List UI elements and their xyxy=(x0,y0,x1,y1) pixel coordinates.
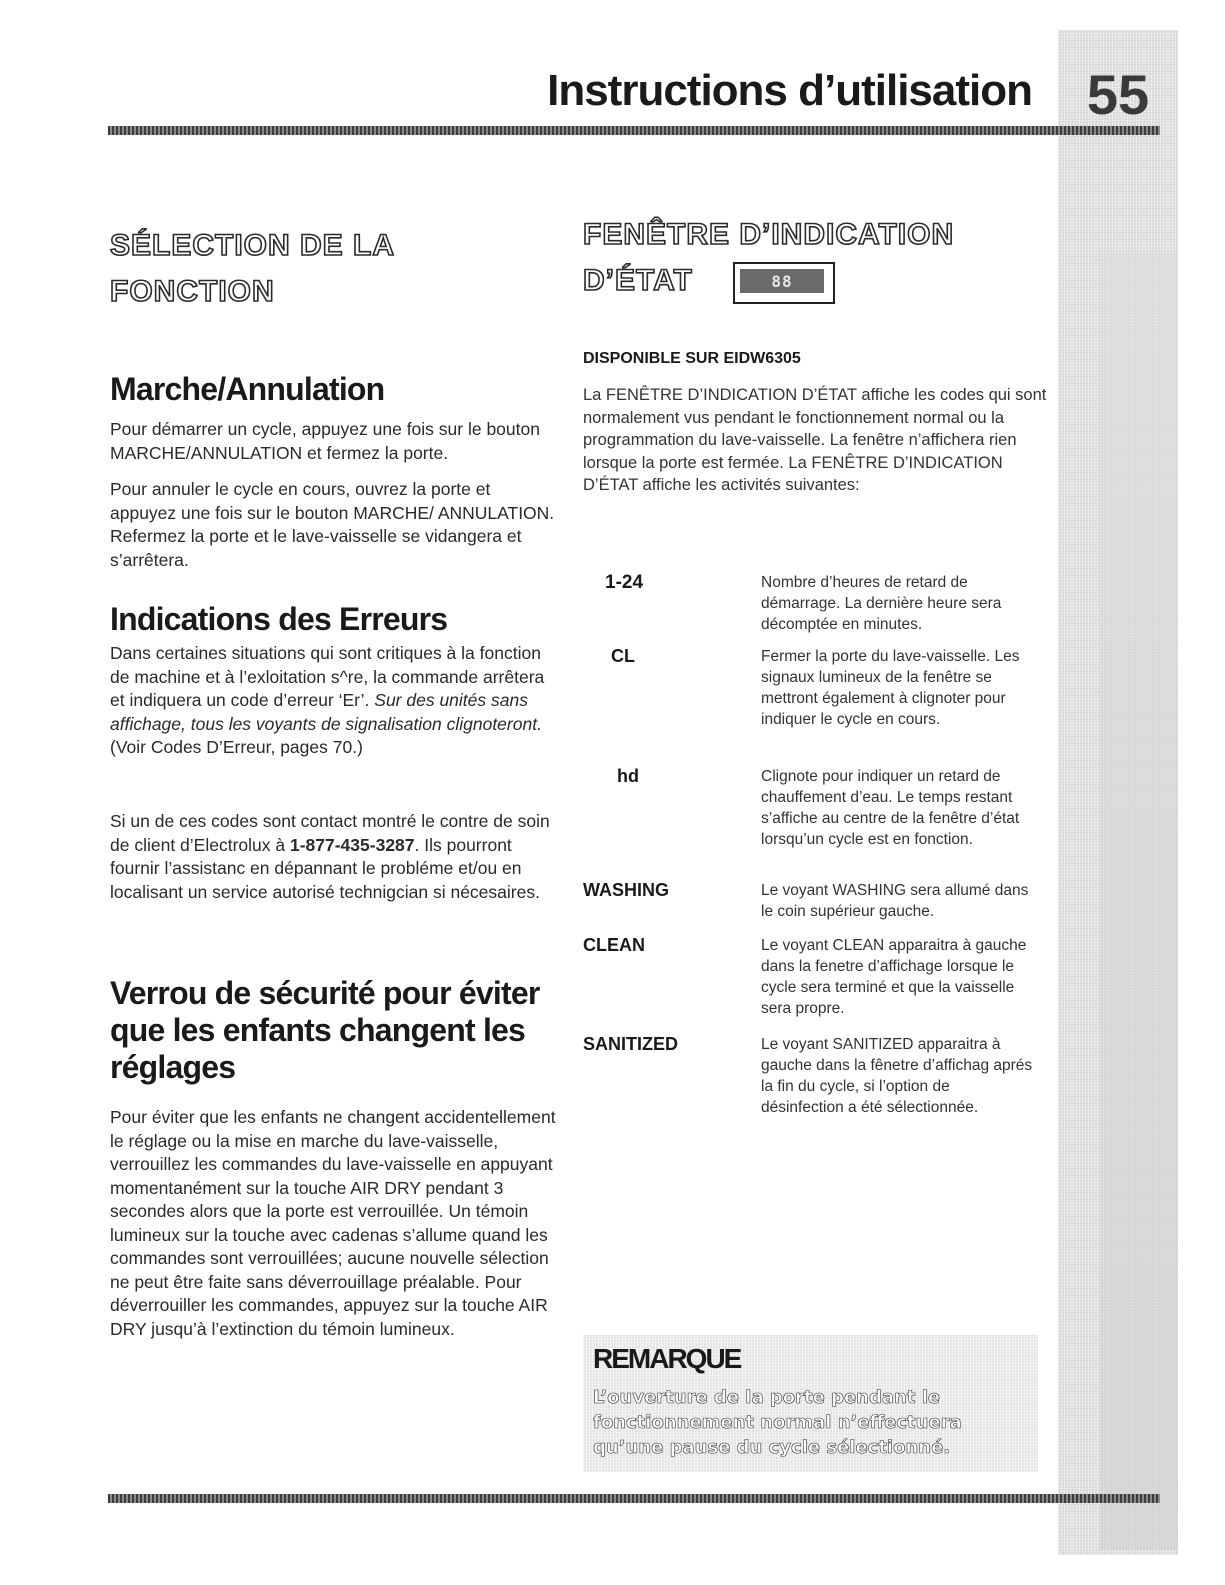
note-text: L’ouverture de la porte pendant le fonctionnement normal n’effectuera qu’une pause du cycle sélectionné. xyxy=(593,1387,962,1458)
status-display-icon xyxy=(733,262,835,304)
status-display-digits: 88 xyxy=(771,271,793,291)
bottom-divider xyxy=(108,1494,1160,1503)
code-label: hd xyxy=(617,766,639,786)
code-label: WASHING xyxy=(583,880,670,900)
marche-paragraph-2: Pour annuler le cycle en cours, ouvrez la porte et appuyez une fois sur le bouton MARCHE/ ANNULATION. Refermez la porte et le lave-vaisselle se vidangera et s’arrêtera. xyxy=(110,479,555,570)
support-phone-number: 1-877-435-3287 xyxy=(289,834,415,855)
code-label: CLEAN xyxy=(583,935,645,955)
availability-label: DISPONIBLE SUR EIDW6305 xyxy=(583,350,801,367)
code-label: SANITIZED xyxy=(583,1034,679,1054)
code-description: Le voyant CLEAN apparaitra à gauche dans la fenetre d’affichage lorsque le cycle sera terminé et que la vaisselle sera propre. xyxy=(761,937,1027,1017)
note-title: REMARQUE xyxy=(593,1343,741,1374)
page-number: 55 xyxy=(1086,63,1150,126)
erreurs-p2-end: . Ils pourront fournir l’assistanc en dépannant le probléme et/ou en localisant un service autorisé technigcian si nécesaires. xyxy=(110,834,540,902)
note-box xyxy=(583,1335,1038,1472)
code-description: Fermer la porte du lave-vaisselle. Les signaux lumineux de la fenêtre se mettront également à clignoter pour indiquer le cycle en cours. xyxy=(761,648,1020,728)
verrou-paragraph: Pour éviter que les enfants ne changent accidentellement le réglage ou la mise en marche du lave-vaisselle, verrouillez les commandes du lave-vaisselle en appuyant momentanément sur la touche AIR DRY pendant 3 secondes alors que la porte est verrouillée. Un témoin lumineux sur la touche avec cadenas s’allume quand les commandes sont verrouillées; aucune nouvelle sélection ne peut être faite sans déverrouillage préalable. Pour déverrouiller les commandes, appuyez sur la touche AIR DRY jusqu’à l’extinction du témoin lumineux. xyxy=(110,1107,556,1339)
code-description: Le voyant SANITIZED apparaitra à gauche dans la fênetre d’affichag aprés la fin du cycle, si l’option de désinfection a été sélectionnée. xyxy=(761,1036,1033,1116)
code-description: Nombre d’heures de retard de démarrage. La dernière heure sera décomptée en minutes. xyxy=(761,574,1002,633)
marche-heading: Marche/Annulation xyxy=(110,371,385,407)
erreurs-paragraph-2 xyxy=(110,810,560,904)
erreurs-p1-italic: Sur des unités sans affichage, tous les voyants de signalisation clignoteront. xyxy=(110,690,542,734)
erreurs-heading: Indications des Erreurs xyxy=(110,601,448,637)
section-heading-selection: SÉLECTION DE LA FONCTION xyxy=(110,229,394,308)
marche-paragraph-1: Pour démarrer un cycle, appuyez une fois sur le bouton MARCHE/ANNULATION et fermez la porte. xyxy=(110,419,540,463)
status-display-screen xyxy=(740,269,824,293)
page-side-tab-shade xyxy=(1100,250,1178,1550)
erreurs-paragraph-1 xyxy=(110,642,560,760)
page-title: Instructions d’utilisation xyxy=(547,66,1032,115)
code-description: Le voyant WASHING sera allumé dans le coin supérieur gauche. xyxy=(761,882,1029,920)
erreurs-p2-start: Si un de ces codes sont contact montré le contre de soin de client d’Electrolux à xyxy=(110,811,550,855)
fenetre-intro: La FENÊTRE D’INDICATION D’ÉTAT affiche les codes qui sont normalement vus pendant le fonctionnement normal ou la programmation du lave-vaisselle. La fenêtre n’affichera rien lorsque la porte est fermée. La FENÊTRE D’INDICATION D’ÉTAT affiche les activités suivantes: xyxy=(583,386,1047,494)
code-label: CL xyxy=(611,646,635,666)
code-description: Clignote pour indiquer un retard de chauffement d’eau. Le temps restant s’affiche au centre de la fenêtre d’état lorsqu’un cycle est en fonction. xyxy=(761,768,1020,848)
erreurs-p1-start: Dans certaines situations qui sont critiques à la fonction de machine et à l’exloitation s^re, la commande arrêtera et indiquera un code d’erreur ‘Er’. xyxy=(110,643,545,710)
section-heading-fenetre: FENÊTRE D’INDICATION D’ÉTAT xyxy=(583,218,955,297)
erreurs-p1-end: (Voir Codes D’Erreur, pages 70.) xyxy=(110,737,363,757)
code-label: 1-24 xyxy=(605,572,644,593)
top-divider xyxy=(108,126,1160,135)
verrou-heading: Verrou de sécurité pour éviter que les enfants changent les réglages xyxy=(110,975,540,1085)
